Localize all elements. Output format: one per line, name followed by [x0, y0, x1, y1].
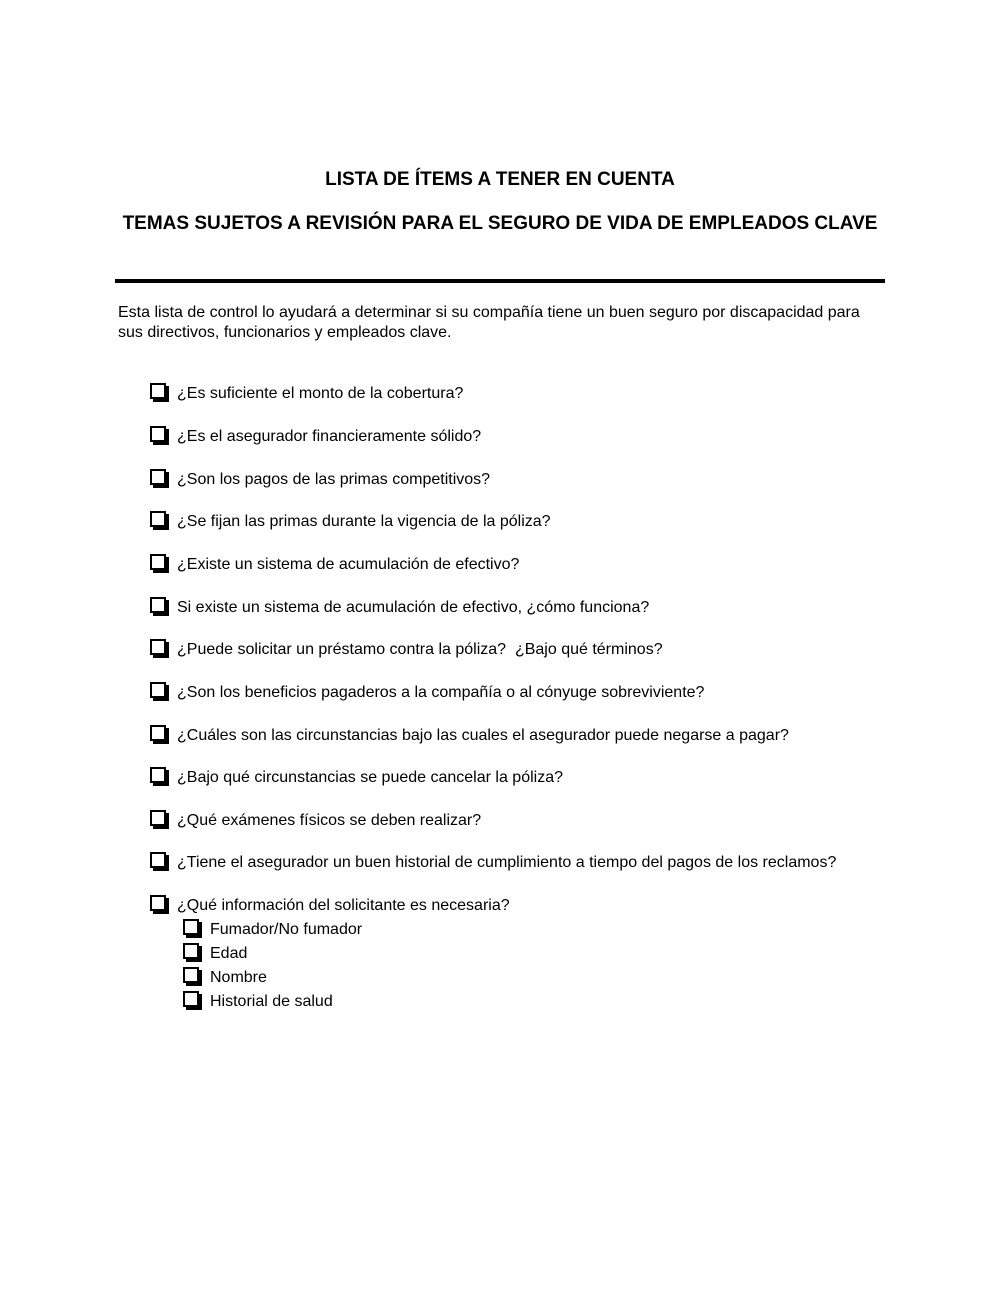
checkbox-icon[interactable]	[150, 725, 166, 741]
checklist-item-label: ¿Es el asegurador financieramente sólido?	[177, 428, 482, 445]
checkbox-icon[interactable]	[183, 919, 199, 935]
checklist-subitem-label: Nombre	[210, 969, 267, 986]
checklist-item-label: ¿Tiene el asegurador un buen historial de cumplimiento a tiempo del pagos de los reclamos?	[177, 854, 837, 871]
title-divider	[115, 279, 885, 283]
checklist-item-label: ¿Cuáles son las circunstancias bajo las cuales el asegurador puede negarse a pagar?	[177, 727, 789, 744]
checkbox-icon[interactable]	[150, 639, 166, 655]
checklist-item-label: ¿Son los beneficios pagaderos a la compañía o al cónyuge sobreviviente?	[177, 684, 705, 701]
checklist-item-label: ¿Es suficiente el monto de la cobertura?	[177, 385, 464, 402]
checkbox-icon[interactable]	[150, 852, 166, 868]
checklist-subitem-label: Fumador/No fumador	[210, 921, 363, 938]
checkbox-icon[interactable]	[183, 967, 199, 983]
document-title: LISTA DE ÍTEMS A TENER EN CUENTA	[325, 169, 675, 190]
checklist-item-label: ¿Existe un sistema de acumulación de efectivo?	[177, 556, 520, 573]
checklist-subitem-label: Edad	[210, 945, 248, 962]
checkbox-icon[interactable]	[150, 682, 166, 698]
checklist-subitem-label: Historial de salud	[210, 993, 333, 1010]
intro-paragraph: Esta lista de control lo ayudará a determinar si su compañía tiene un buen seguro por discapacidad para sus directivos, funcionarios y empleados clave.	[118, 304, 860, 341]
checkbox-icon[interactable]	[183, 991, 199, 1007]
checkbox-icon[interactable]	[150, 895, 166, 911]
checkbox-icon[interactable]	[150, 383, 166, 399]
checklist-item-label: ¿Bajo qué circunstancias se puede cancelar la póliza?	[177, 769, 564, 786]
checklist-item-label: ¿Qué información del solicitante es necesaria?	[177, 897, 510, 914]
checkbox-icon[interactable]	[150, 511, 166, 527]
checkbox-icon[interactable]	[150, 597, 166, 613]
checkbox-icon[interactable]	[183, 943, 199, 959]
checkbox-icon[interactable]	[150, 469, 166, 485]
checkbox-icon[interactable]	[150, 810, 166, 826]
checklist-item-label: Si existe un sistema de acumulación de efectivo, ¿cómo funciona?	[177, 599, 650, 616]
checklist-item-label: ¿Puede solicitar un préstamo contra la póliza? ¿Bajo qué términos?	[177, 641, 663, 658]
checkbox-icon[interactable]	[150, 767, 166, 783]
checkbox-icon[interactable]	[150, 554, 166, 570]
checklist-item-label: ¿Qué exámenes físicos se deben realizar?	[177, 812, 482, 829]
checklist-item-label: ¿Son los pagos de las primas competitivos?	[177, 471, 491, 488]
checkbox-icon[interactable]	[150, 426, 166, 442]
checklist-item-label: ¿Se fijan las primas durante la vigencia de la póliza?	[177, 513, 551, 530]
document-subtitle: TEMAS SUJETOS A REVISIÓN PARA EL SEGURO DE VIDA DE EMPLEADOS CLAVE	[122, 213, 878, 234]
